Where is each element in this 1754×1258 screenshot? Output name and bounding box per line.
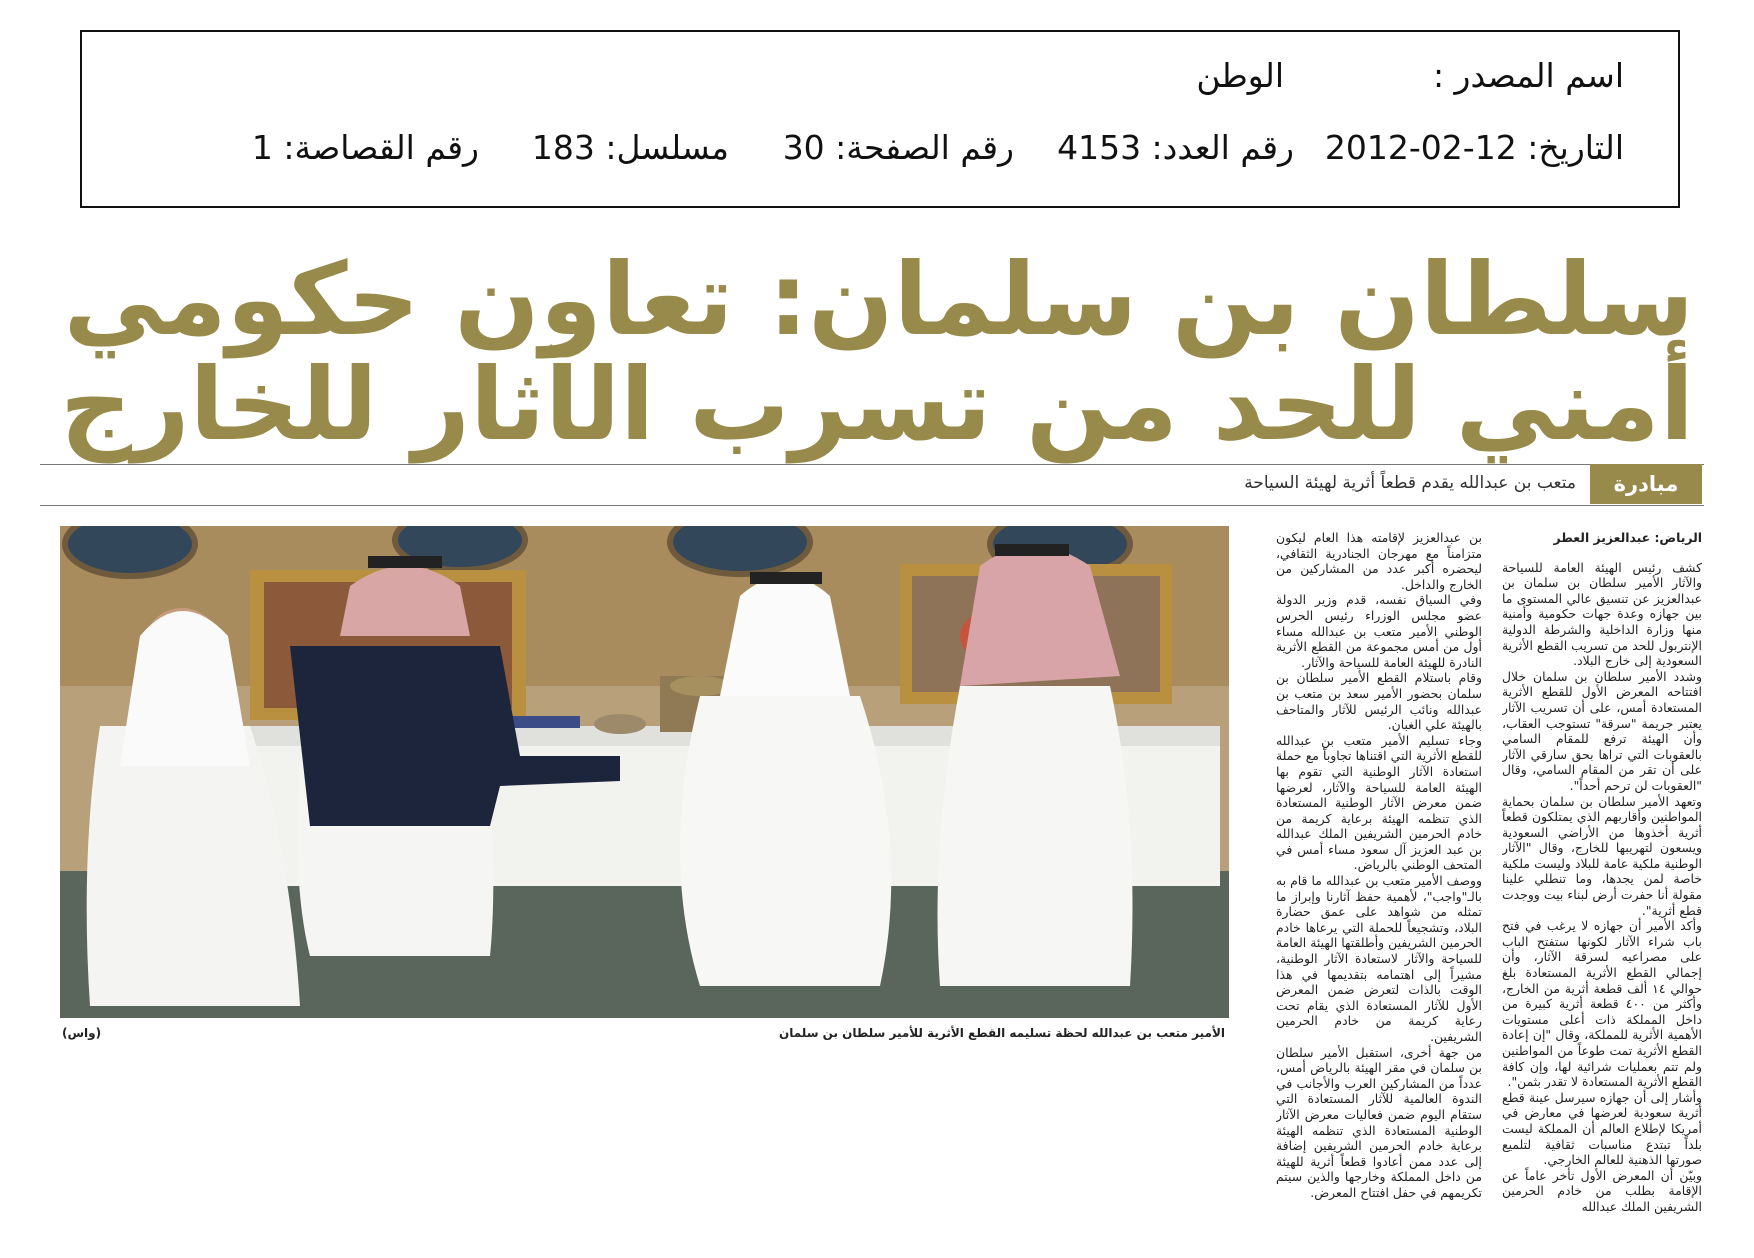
- clipping-metadata-box: [80, 30, 1680, 208]
- article-column-left: [1276, 530, 1482, 1220]
- paragraph: وشدد الأمير سلطان بن سلمان خلال افتتاحه المعرض الأول للقطع الأثرية المستعادة أمس، على أن تسريب الآثار يعتبر جريمة "سرقة" تستوجب العقاب، وأن الهيئة ترفع للمقام السامي بالعقوبات التي تراها بحق سارقي الآثار على أن تقر من المقام السامي، وقال "العقوبات لن ترحم أحداً".: [1502, 668, 1702, 793]
- paragraph: بن عبدالعزيز لإقامته هذا العام ليكون متزامناً مع مهرجان الجنادرية الثقافي، ليحضره أكبر عدد من المشاركين من الخارج والداخل.: [1276, 530, 1482, 592]
- issue-number-field: رقم العدد: 4153: [1057, 128, 1294, 167]
- paragraph: ووصف الأمير متعب بن عبدالله ما قام به بالـ"واجب"، لأهمية حفظ آثارنا وإبراز ما تمثله من شواهد على عمق حضارة البلاد، وتشجيعاً للحملة التي يرعاها خادم الحرمين الشريفين وأطلقتها الهيئة العامة للسياحة والآثار لاستعادة الآثار الوطنية، مشيراً إلى اهتمامه بتقديمها في هذا الوقت بالذات لتعرض ضمن المعرض الأول للآثار المستعادة الذي يقام تحت رعاية كريمة من خادم الحرمين الشريفين.: [1276, 873, 1482, 1044]
- subheadline: متعب بن عبدالله يقدم قطعاً أثرية لهيئة السياحة: [1244, 473, 1576, 493]
- paragraph: وتعهد الأمير سلطان بن سلمان بحماية المواطنين وأقاربهم الذي يمتلكون قطعاً أثرية أخذوها من الأراضي السعودية ويسعون لتهريبها للخارج، وقال "الآثار الوطنية ملكية عامة للبلاد وليست ملكية خاصة لمن يجدها، وما تنطلي علينا مقولة أنا حفرت أرض لبناء بيت ووجدت قطع أثرية".: [1502, 793, 1702, 918]
- metadata-row-source: [142, 56, 1624, 96]
- photo-caption: الأمير متعب بن عبدالله لحظة تسليمه القطع الأثرية للأمير سلطان بن سلمان: [779, 1026, 1225, 1040]
- serial-field: مسلسل: 183: [531, 128, 729, 167]
- photo-caption-bar: [60, 1024, 1229, 1046]
- divider-bottom: [40, 505, 1704, 506]
- page-number-field: رقم الصفحة: 30: [782, 128, 1014, 167]
- source-value: الوطن: [1196, 56, 1284, 95]
- paragraph: وجاء تسليم الأمير متعب بن عبدالله للقطع الأثرية التي اقتناها تجاوباً مع حملة استعادة الآثار الوطنية التي تقوم بها الهيئة العامة للسياحة والآثار، لعرضها ضمن معرض الآثار الوطنية المستعادة الذي تنظمه الهيئة برعاية كريمة من خادم الحرمين الشريفين الملك عبدالله بن عبد العزيز آل سعود مساء أمس في المتحف الوطني بالرياض.: [1276, 732, 1482, 873]
- paragraph: وفي السياق نفسه، قدم وزير الدولة عضو مجلس الوزراء رئيس الحرس الوطني الأمير متعب بن عبدالله مساء أول من أمس مجموعة من القطع الأثرية النادرة للهيئة العامة للسياحة والآثار.: [1276, 592, 1482, 670]
- headline-line-1: سلطان بن سلمان: تعاون حكومي: [63, 241, 1694, 358]
- paragraph: وأشار إلى أن جهازه سيرسل عينة قطع أثرية سعودية لعرضها في معارض في أمريكا لإطلاع العالم أن المملكة ليست بلداً تبتدع مناسبات ثقافية لتلميع صورتها الذهنية للعالم الخارجي.: [1502, 1089, 1702, 1168]
- article-photo: [60, 526, 1229, 1018]
- paragraph: وقام باستلام القطع الأمير سلطان بن سلمان بحضور الأمير سعد بن متعب بن عبدالله ونائب الرئيس للآثار والمتاحف بالهيئة علي الغبان.: [1276, 670, 1482, 733]
- paragraph: وبيّن أن المعرض الأول تأخر عاماً عن الإقامة بطلب من خادم الحرمين الشريفين الملك عبدالله: [1502, 1167, 1702, 1214]
- headline-line-2: أمني للحد من تسرب الآثار للخارج: [59, 346, 1694, 463]
- paragraph: من جهة أخرى، استقبل الأمير سلطان بن سلمان في مقر الهيئة بالرياض أمس، عدداً من المشاركين العرب والأجانب في الندوة العالمية للآثار المستعادة التي ستقام اليوم ضمن فعاليات معرض الآثار الوطنية المستعادة الذي تنظمه الهيئة برعاية خادم الحرمين الشريفين إضافة إلى عدد ممن أعادوا قطعاً أثرية للهيئة من داخل المملكة وخارجها والذين سيتم تكريمهم في حفل افتتاح المعرض.: [1276, 1044, 1482, 1200]
- clip-number-field: رقم القصاصة: 1: [251, 128, 479, 167]
- source-label: اسم المصدر :: [1432, 56, 1624, 95]
- kicker-label: مبادرة: [1590, 464, 1702, 504]
- byline: الرياض: عبدالعزيز العطر: [1553, 530, 1702, 545]
- article-column-right: [1502, 530, 1702, 1220]
- divider-top: [40, 464, 1704, 465]
- paragraph: وأكد الأمير أن جهازه لا يرغب في فتح باب شراء الآثار لكونها ستفتح الباب على مصراعيه لسرقة الآثار، وأن إجمالي القطع الأثرية المستعادة بلغ حوالي ١٤ ألف قطعة أثرية من الخارج، وأكثر من ٤٠٠ قطعة أثرية كبيرة من داخل المملكة ذات أعلى مستويات الأهمية الأثرية للمملكة، وقال "إن إعادة القطع الأثرية تمت طوعاً من المواطنين ولم تتم بعمليات شرائية لها، وإن كافة القطع الأثرية المستعادة لا تقدر بثمن".: [1502, 918, 1702, 1090]
- metadata-row-details: [142, 128, 1624, 168]
- photo-credit: (واس): [62, 1026, 102, 1040]
- date-field: التاريخ: 12-02-2012: [1324, 128, 1624, 167]
- paragraph: كشف رئيس الهيئة العامة للسياحة والآثار الأمير سلطان بن سلمان بن عبدالعزيز عن تنسيق عالي المستوى ما بين جهازه وعدة جهات حكومية وأمنية منها وزارة الداخلية والشرطة الدولية الإنتربول للحد من تسريب القطع الأثرية السعودية إلى خارج البلاد.: [1502, 559, 1702, 669]
